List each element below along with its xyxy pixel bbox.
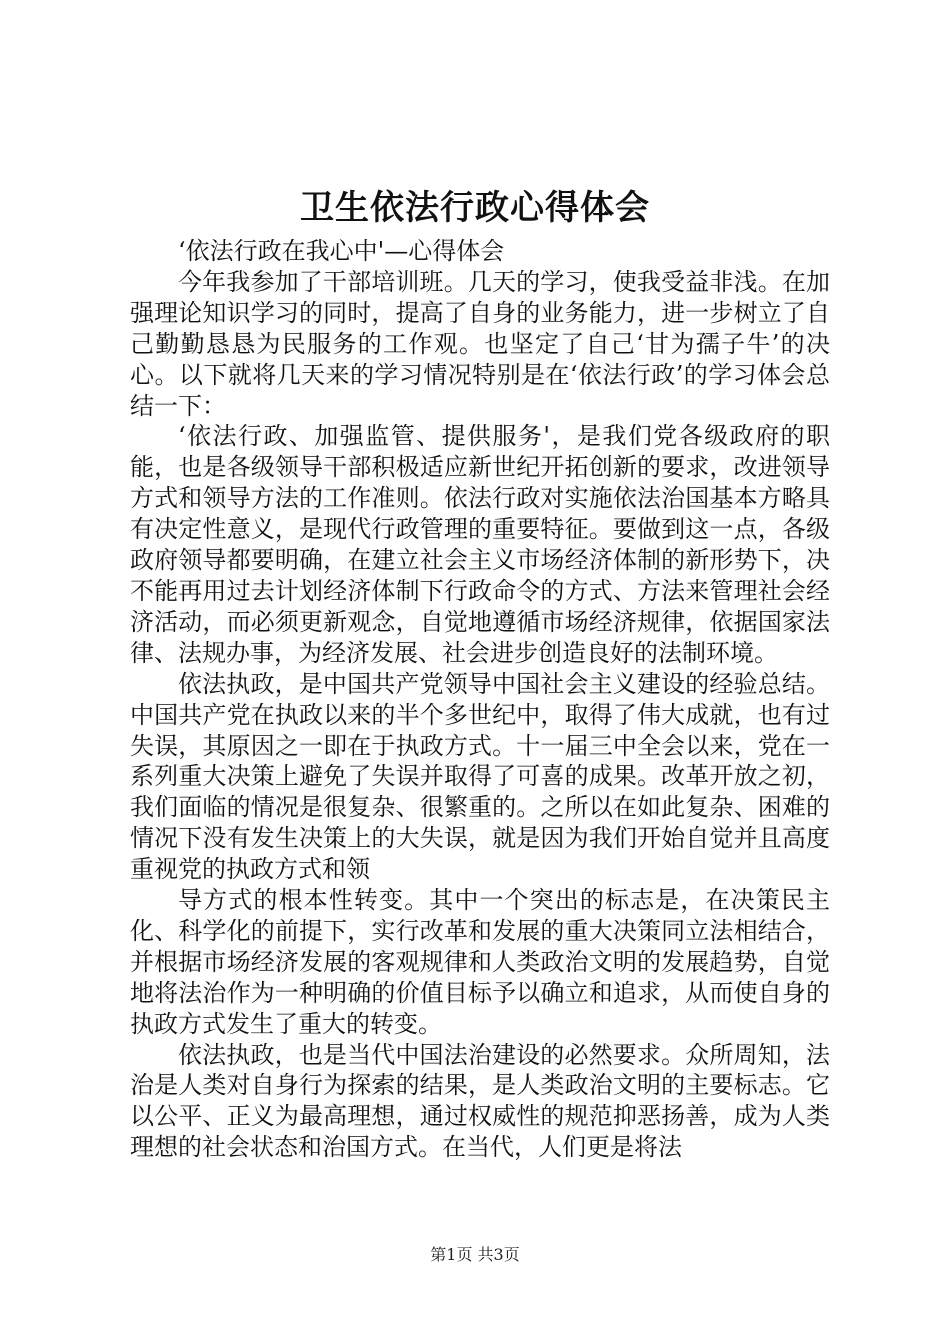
body-paragraph: 依法执政，是中国共产党领导中国社会主义建设的经验总结。中国共产党在执政以来的半个多世纪中，取得了伟大成就，也有过失误，其原因之一即在于执政方式。十一届三中全会以来，党在一系列重大决策上避免了失误并取得了可喜的成果。改革开放之初，我们面临的情况是很复杂、很繁重的。之所以在如此复杂、困难的情况下没有发生决策上的大失误，就是因为我们开始自觉并且高度重视党的执政方式和领	[130, 669, 830, 884]
document-body	[130, 236, 830, 1163]
document-title: 卫生依法行政心得体会	[300, 188, 650, 228]
body-paragraph: 依法执政，也是当代中国法治建设的必然要求。众所周知，法治是人类对自身行为探索的结果，是人类政治文明的主要标志。它以公平、正义为最高理想，通过权威性的规范抑恶扬善，成为人类理想的社会状态和治国方式。在当代，人们更是将法	[130, 1040, 830, 1162]
page-number-footer: 第1页 共3页	[430, 1245, 520, 1264]
body-paragraph: 导方式的根本性转变。其中一个突出的标志是，在决策民主化、科学化的前提下，实行改革和发展的重大决策同立法相结合，并根据市场经济发展的客观规律和人类政治文明的发展趋势，自觉地将法治作为一种明确的价值目标予以确立和追求，从而使自身的执政方式发生了重大的转变。	[130, 886, 830, 1038]
body-paragraph: 今年我参加了干部培训班。几天的学习，使我受益非浅。在加强理论知识学习的同时，提高了自身的业务能力，进一步树立了自己勤勤恳恳为民服务的工作观。也坚定了自己‘甘为孺子牛’的决心。以下就将几天来的学习情况特别是在‘依法行政’的学习体会总结一下：	[130, 267, 830, 420]
subtitle-paragraph: ‘依法行政在我心中'—心得体会	[178, 237, 505, 265]
body-paragraph: ‘依法行政、加强监管、提供服务'，是我们党各级政府的职能，也是各级领导干部积极适应新世纪开拓创新的要求，改进领导方式和领导方法的工作准则。依法行政对实施依法治国基本方略具有决定性意义，是现代行政管理的重要特征。要做到这一点，各级政府领导都要明确，在建立社会主义市场经济体制的新形势下，决不能再用过去计划经济体制下行政命令的方式、方法来管理社会经济活动，而必须更新观念，自觉地遵循市场经济规律，依据国家法律、法规办事，为经济发展、社会进步创造良好的法制环境。	[130, 422, 830, 667]
